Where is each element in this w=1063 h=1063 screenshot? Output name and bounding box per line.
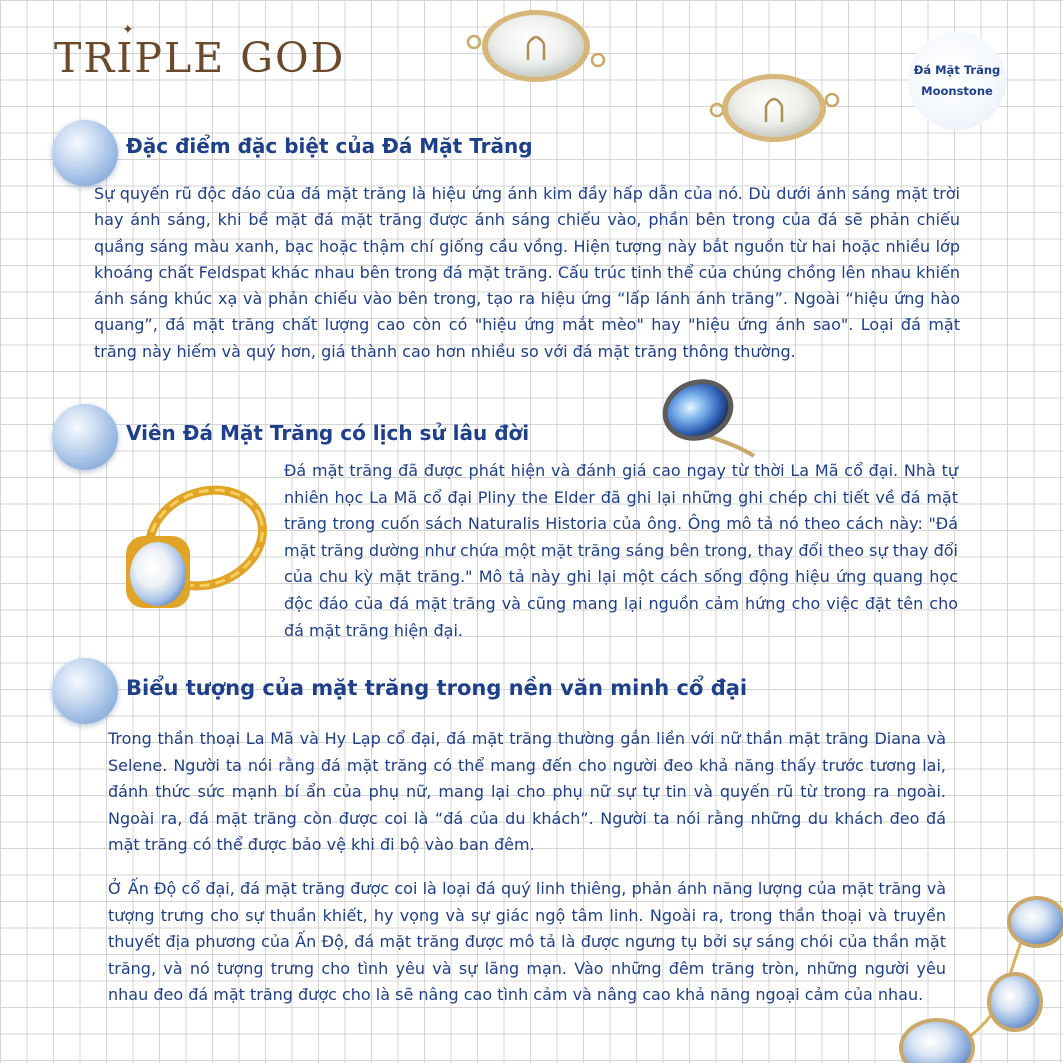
- moonstone-orb-icon: [52, 658, 118, 724]
- moonstone-connector-image: [462, 4, 612, 86]
- section-2-body: Đá mặt trăng đã được phát hiện và đánh giá cao ngay từ thời La Mã cổ đại. Nhà tự nhiên học La Mã cổ đại Pliny the Elder đã ghi lại những ghi chép chi tiết về đá mặt trăng trong cuốn sách Naturalis Historia của ông. Ông mô tả nó theo cách này: "Đá mặt trăng dường như chứa một mặt trăng sáng bên trong, thay đổi theo sự thay đổi của chu kỳ mặt trăng." Mô tả này ghi lại một cách sống động hiệu ứng quang học độc đáo của đá mặt trăng và cũng mang lại nguồn cảm hứng cho việc đặt tên cho đá mặt trăng hiện đại.: [284, 461, 958, 640]
- section-3-body: Trong thần thoại La Mã và Hy Lạp cổ đại, đá mặt trăng thường gắn liền với nữ thần mặt trăng Diana và Selene. Người ta nói rằng đá mặt trăng có thể mang đến cho người đeo khả năng thấy trước tương lai, đánh thức sức mạnh bí ẩn của phụ nữ, mang lại cho phụ nữ sự tự tin và quyến rũ từ trong ra ngoài. Ngoài ra, đá mặt trăng còn được coi là “đá của du khách”. Người ta nói rằng những du khách đeo đá mặt trăng có thể được bảo vệ khi đi bộ vào ban đêm.: [108, 729, 946, 855]
- section-1-title: Đặc điểm đặc biệt của Đá Mặt Trăng: [126, 134, 533, 158]
- section-2-title: Viên Đá Mặt Trăng có lịch sử lâu đời: [126, 421, 530, 445]
- section-1-body: Sự quyến rũ độc đáo của đá mặt trăng là hiệu ứng ánh kim đầy hấp dẫn của nó. Dù dưới ánh sáng mặt trời hay ánh sáng, khi bề mặt đá mặt trăng được ánh sáng chiếu vào, phần bên trong của đá sẽ phản chiếu quầng sáng màu xanh, bạc hoặc thậm chí giống cầu vồng. Hiện tượng này bắt nguồn từ hai hoặc nhiều lớp khoáng chất Feldspat khác nhau bên trong đá mặt trăng. Cấu trúc tinh thể của chúng chồng lên nhau khiến ánh sáng khúc xạ và phản chiếu vào bên trong, tạo ra hiệu ứng “lấp lánh ánh trăng”. Ngoài “hiệu ứng hào quang”, đá mặt trăng chất lượng cao còn có "hiệu ứng mắt mèo" hay "hiệu ứng ánh sao". Loại đá mặt trăng này hiếm và quý hơn, giá thành cao hơn nhiều so với đá mặt trăng thông thường.: [94, 184, 960, 361]
- badge-title-en: Moonstone: [921, 84, 993, 98]
- gold-moonstone-ring-image: [108, 478, 272, 630]
- brand-logo: TRIPLE GOD: [54, 34, 346, 82]
- section-3-title: Biểu tượng của mặt trăng trong nền văn minh cổ đại: [126, 676, 748, 700]
- moonstone-badge: [908, 32, 1006, 130]
- section-3-body-2: Ở Ấn Độ cổ đại, đá mặt trăng được coi là loại đá quý linh thiêng, phản ánh năng lượng của mặt trăng và tượng trưng cho sự thuần khiết, hy vọng và sự giác ngộ tâm linh. Ngoài ra, trong thần thoại và truyền thuyết địa phương của Ấn Độ, đá mặt trăng được mô tả là được ngưng tụ bởi sự sáng chói của thần mặt trăng, và nó tượng trưng cho tình yêu và sự lãng mạn. Vào những đêm trăng tròn, những người yêu nhau đeo đá mặt trăng được cho là sẽ nâng cao tình cảm và nâng cao khả năng ngoại cảm của nhau.: [108, 879, 946, 1005]
- moonstone-orb-icon: [52, 404, 118, 470]
- badge-title-vi: Đá Mặt Trăng: [913, 63, 1001, 77]
- moonstone-orb-icon: [52, 120, 118, 186]
- moonstone-connector-image-2: [704, 70, 844, 150]
- moonstone-bracelet-image: [885, 892, 1063, 1063]
- sparkle-icon: ✦: [122, 22, 134, 38]
- moonstone-ring-image: [652, 372, 760, 458]
